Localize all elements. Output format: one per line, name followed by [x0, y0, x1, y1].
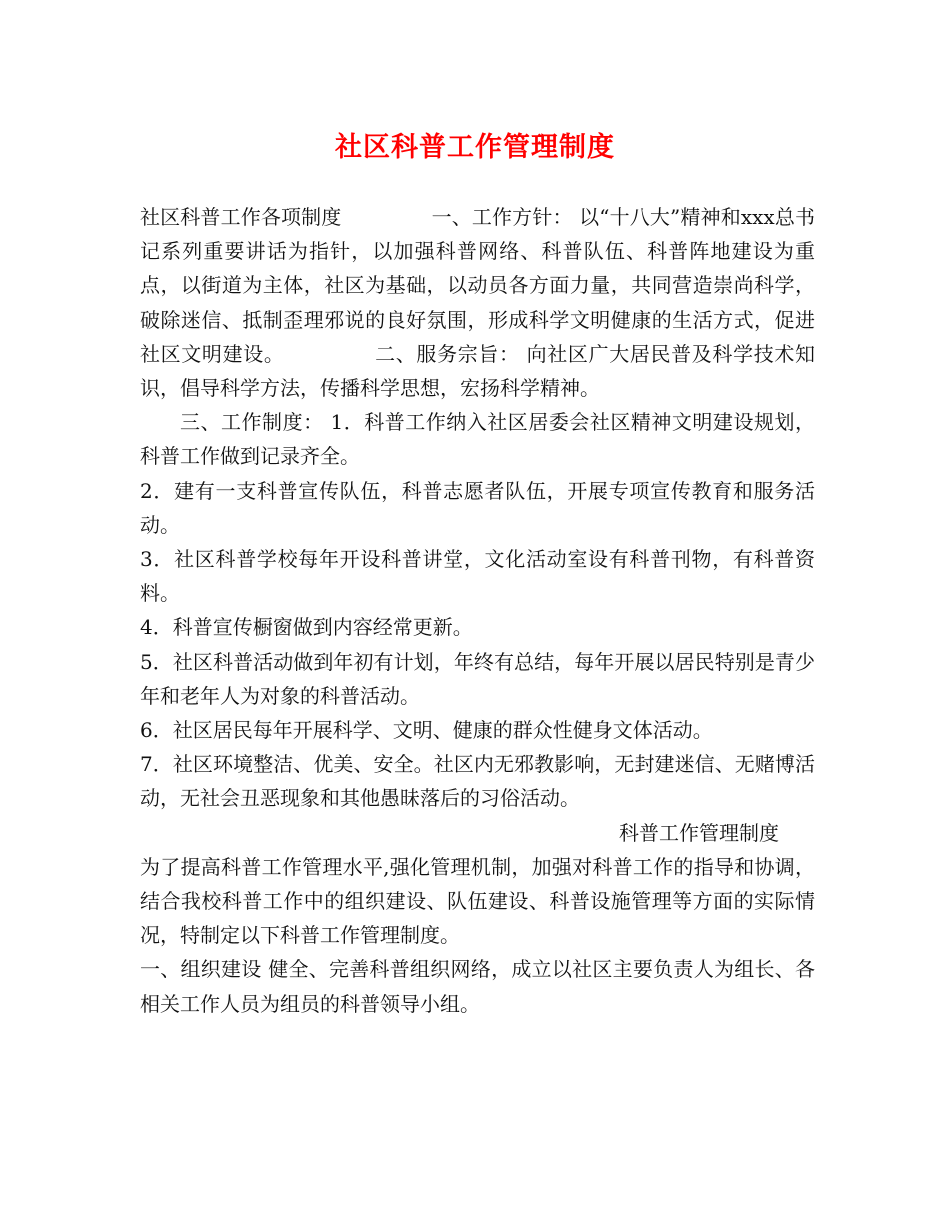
paragraph-guideline: 一、工作方针： 以“十八大”精神和xxx总书记系列重要讲话为指针，以加强科普网络、科普队伍、科普阵地建设为重点，以街道为主体，社区为基础，以动员各方面力量，共同营造崇尚科学，破除迷信、抵制歪理邪说的良好氛围，形成科学文明健康的生活方式，促进社区文明建设。 [140, 205, 815, 366]
paragraph-work-system: 三、工作制度： 1．科普工作纳入社区居委会社区精神文明建设规划，科普工作做到记录齐全。 [140, 410, 815, 469]
paragraph-lead: 社区科普工作各项制度 [140, 205, 342, 229]
list-item: 3．社区科普学校每年开设科普讲堂，文化活动室设有科普刊物，有科普资料。 [140, 547, 815, 606]
section-heading: 科普工作管理制度 [619, 820, 779, 845]
list-item: 7．社区环境整洁、优美、安全。社区内无邪教影响，无封建迷信、无赌博活动，无社会丑恶现象和其他愚昧落后的习俗活动。 [140, 752, 815, 811]
paragraph-organization: 一、组织建设 健全、完善科普组织网络，成立以社区主要负责人为组长、各相关工作人员为组员的科普领导小组。 [140, 957, 815, 1016]
list-item: 2．建有一支科普宣传队伍，科普志愿者队伍，开展专项宣传教育和服务活动。 [140, 478, 815, 537]
document-body [140, 200, 815, 1021]
paragraph-purpose: 二、服务宗旨： 向社区广大居民普及科学技术知识，倡导科学方法，传播科学思想，宏扬科学精神。 [140, 341, 815, 401]
list-item: 4．科普宣传橱窗做到内容经常更新。 [140, 615, 473, 640]
paragraph-policy [140, 200, 815, 405]
list-item: 5．社区科普活动做到年初有计划，年终有总结，每年开展以居民特别是青少年和老年人为对象的科普活动。 [140, 649, 815, 708]
document-title: 社区科普工作管理制度 [335, 132, 615, 163]
paragraph-intro: 为了提高科普工作管理水平,强化管理机制，加强对科普工作的指导和协调，结合我校科普工作中的组织建设、队伍建设、科普设施管理等方面的实际情况，特制定以下科普工作管理制度。 [140, 854, 815, 948]
list-item: 6．社区居民每年开展科学、文明、健康的群众性健身文体活动。 [140, 718, 713, 743]
